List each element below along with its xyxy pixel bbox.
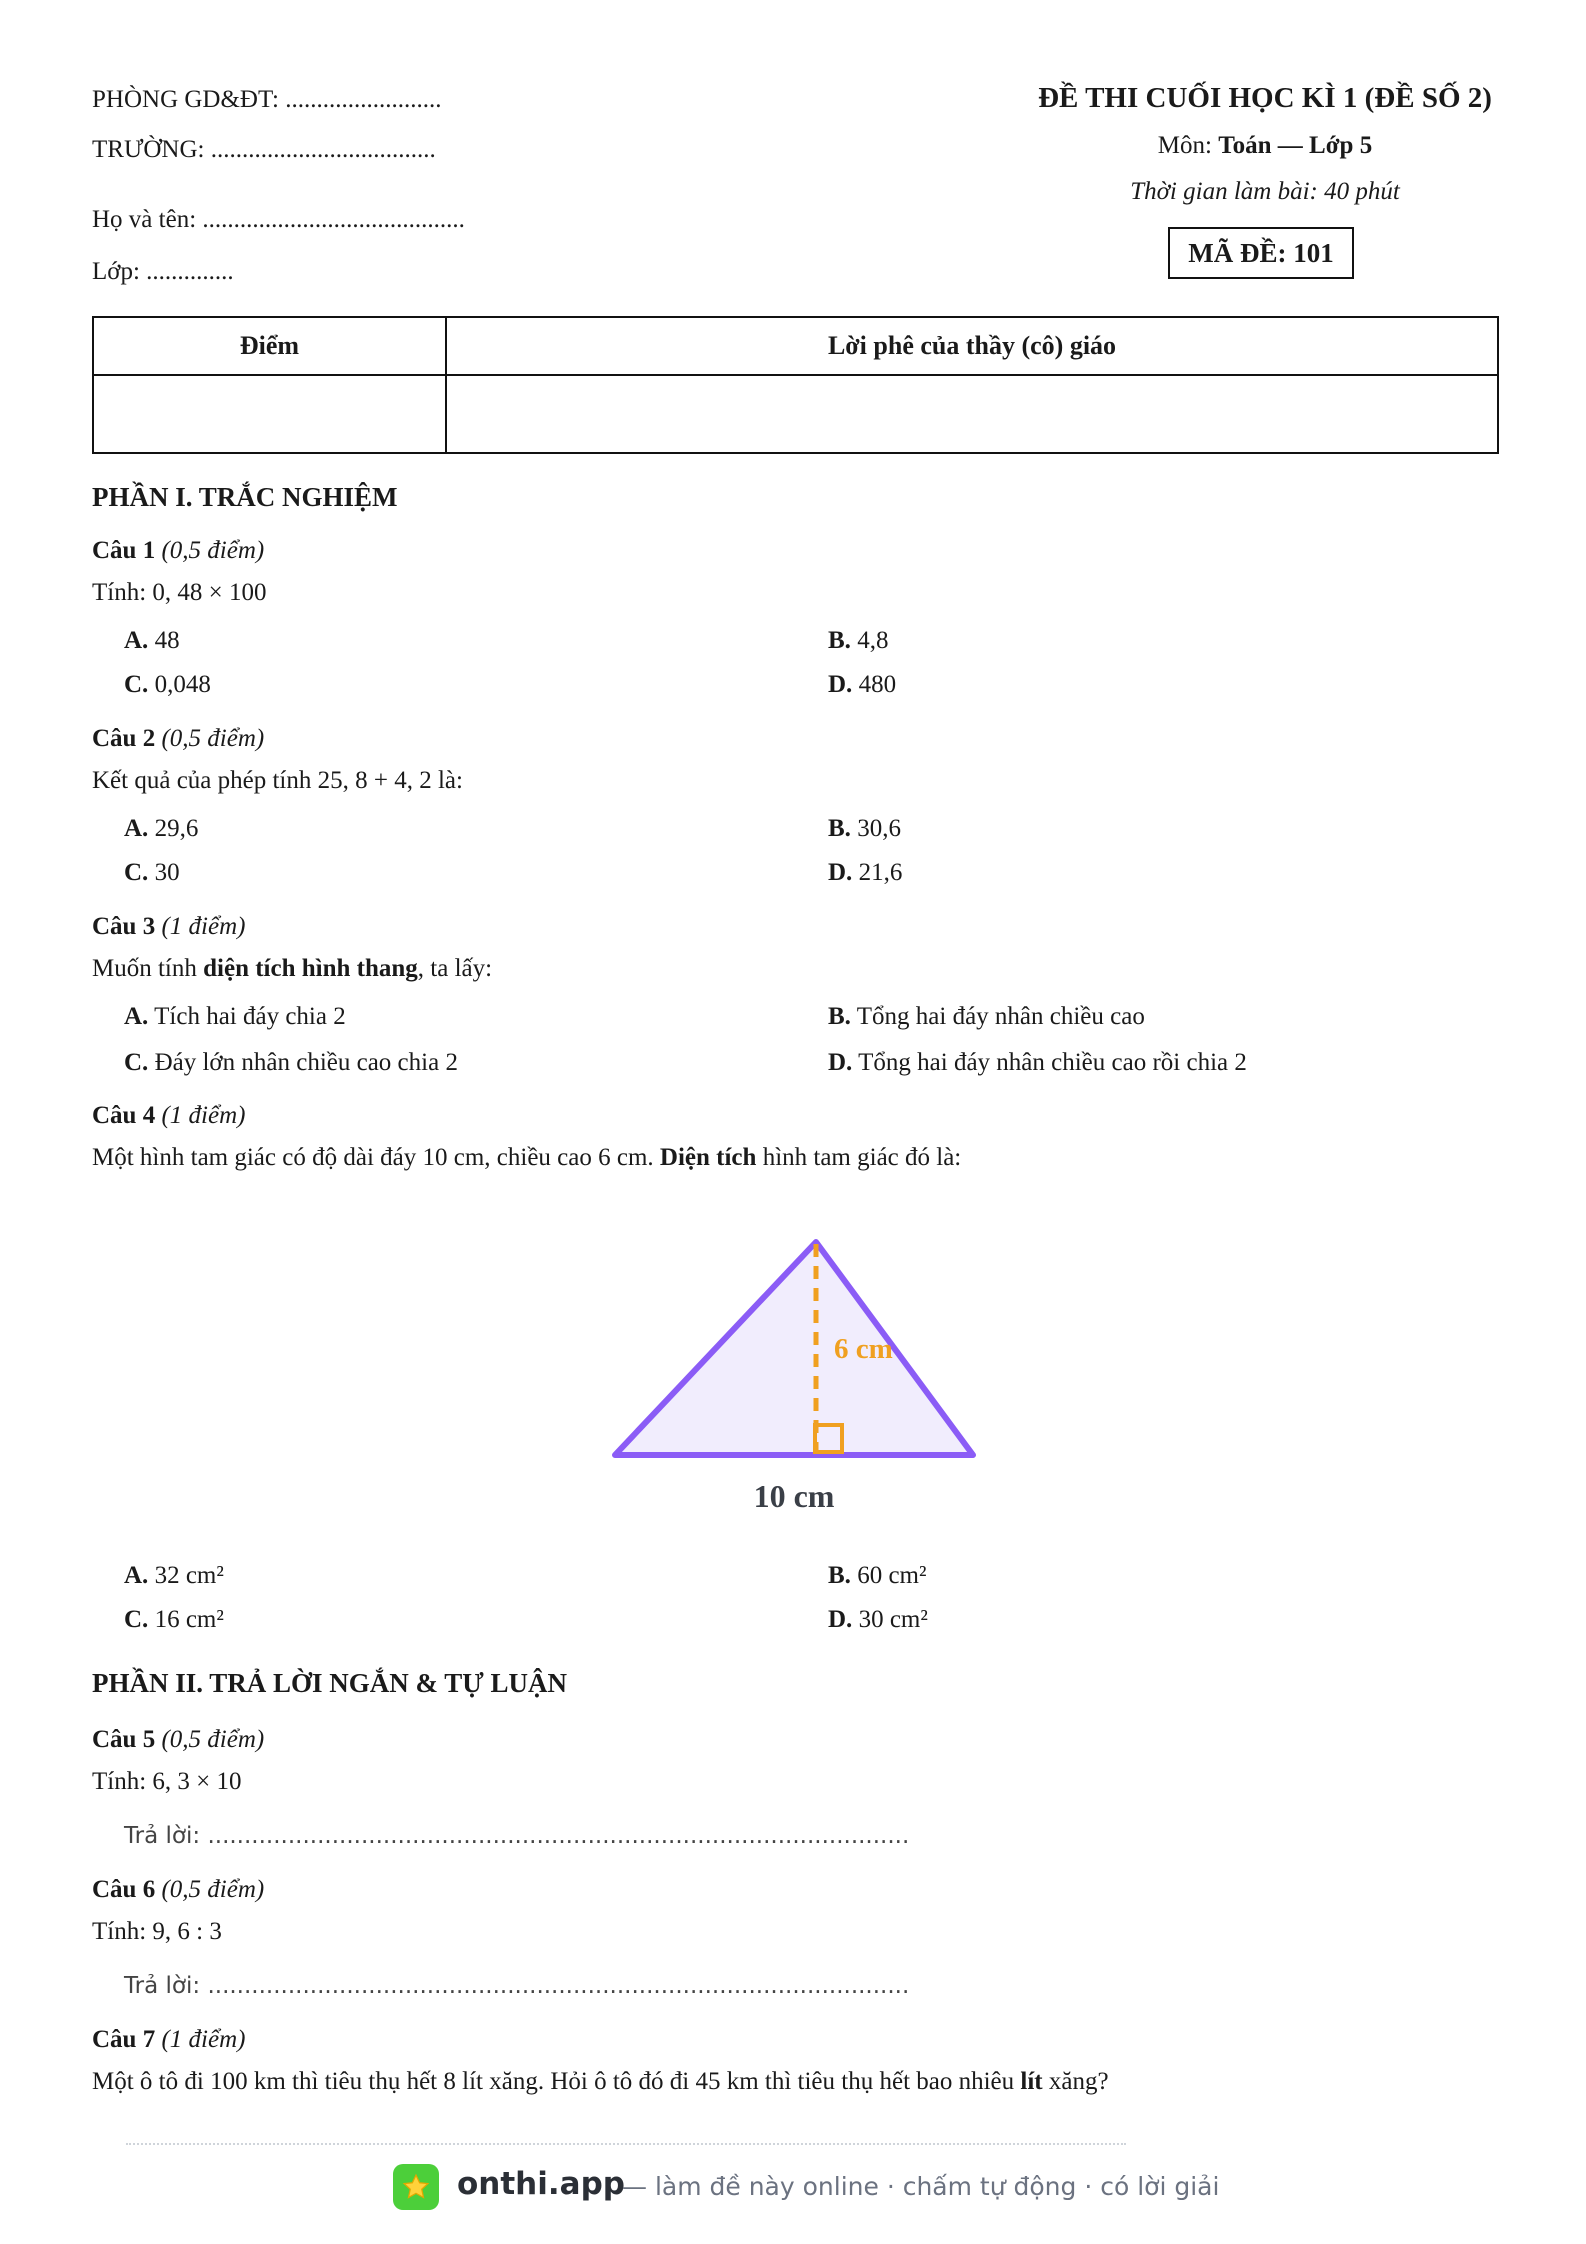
option-letter: C.: [124, 671, 149, 698]
question-points: (1 điểm): [161, 913, 246, 940]
option-letter: D.: [828, 1606, 853, 1633]
q4-option-c[interactable]: [124, 1606, 224, 1634]
option-letter: C.: [124, 859, 149, 886]
question-3-prompt: [92, 955, 492, 983]
option-letter: A.: [124, 1003, 149, 1030]
option-letter: D.: [828, 1049, 853, 1076]
prompt-text: Một ô tô đi 100 km thì tiêu thụ hết 8 lít xăng. Hỏi ô tô đó đi 45 km thì tiêu thụ hết bao nhiêu: [92, 2068, 1021, 2095]
question-2-prompt: [92, 767, 463, 795]
option-text: 30 cm²: [858, 1606, 928, 1633]
brand-tagline: — làm đề này online · chấm tự động · có lời giải: [622, 2172, 1220, 2201]
prompt-text: hình tam giác đó là:: [756, 1144, 962, 1171]
option-text: 21,6: [858, 859, 903, 886]
option-text: 32 cm²: [154, 1562, 224, 1589]
question-4-header: [92, 1102, 245, 1130]
q3-option-c[interactable]: [124, 1049, 458, 1077]
part1-title: PHẦN I. TRẮC NGHIỆM: [92, 482, 398, 512]
brand-link[interactable]: onthi.app: [457, 2166, 625, 2202]
option-text: Tích hai đáy chia 2: [154, 1003, 346, 1030]
q2-option-a[interactable]: [124, 815, 198, 843]
question-label: Câu 3: [92, 913, 156, 940]
prompt-text: Tính:: [92, 1768, 153, 1795]
question-points: (0,5 điểm): [161, 1726, 265, 1753]
part2-title: PHẦN II. TRẢ LỜI NGẮN & TỰ LUẬN: [92, 1668, 568, 1698]
prompt-bold: diện tích hình thang: [203, 955, 418, 982]
prompt-math: 6, 3 × 10: [152, 1768, 242, 1795]
comment-cell: [446, 375, 1498, 453]
question-points: (1 điểm): [161, 2026, 246, 2053]
question-points: (0,5 điểm): [161, 537, 265, 564]
question-points: (0,5 điểm): [161, 1876, 265, 1903]
score-cell: [93, 375, 446, 453]
subject-line: [1000, 132, 1530, 160]
option-letter: B.: [828, 1562, 851, 1589]
option-text: Tổng hai đáy nhân chiều cao rồi chia 2: [858, 1049, 1247, 1076]
question-label: Câu 6: [92, 1876, 156, 1903]
footer-divider: [126, 2143, 1126, 2145]
option-text: 30: [154, 859, 180, 886]
prompt-math: 9, 6 : 3: [152, 1918, 222, 1945]
question-label: Câu 2: [92, 725, 156, 752]
option-letter: B.: [828, 815, 851, 842]
prompt-text: , ta lấy:: [417, 955, 493, 982]
school-field: TRƯỜNG: ....................................: [92, 136, 436, 163]
question-1-header: [92, 537, 264, 565]
question-points: (1 điểm): [161, 1102, 246, 1129]
q1-option-c[interactable]: [124, 671, 211, 699]
question-label: Câu 4: [92, 1102, 156, 1129]
q3-option-d[interactable]: [828, 1049, 1247, 1077]
question-6-header: [92, 1876, 264, 1904]
q4-option-d[interactable]: [828, 1606, 928, 1634]
question-5-answer-line[interactable]: Trả lời: ................................................................................................: [124, 1823, 910, 1849]
q2-option-c[interactable]: [124, 859, 180, 887]
question-3-header: [92, 913, 245, 941]
star-icon[interactable]: [393, 2164, 439, 2210]
option-text: 0,048: [154, 671, 211, 698]
option-letter: B.: [828, 627, 851, 654]
option-text: 60 cm²: [857, 1562, 927, 1589]
question-6-prompt: [92, 1918, 222, 1946]
prompt-text: xăng?: [1042, 2068, 1109, 2095]
q3-option-a[interactable]: [124, 1003, 346, 1031]
question-7-header: [92, 2026, 245, 2054]
option-letter: A.: [124, 815, 149, 842]
question-4-prompt: [92, 1144, 961, 1172]
q2-option-d[interactable]: [828, 859, 902, 887]
q1-option-b[interactable]: [828, 627, 888, 655]
question-label: Câu 1: [92, 537, 156, 564]
department-field: PHÒNG GD&ĐT: .........................: [92, 86, 442, 113]
prompt-text: Một hình tam giác có độ dài đáy 10 cm, chiều cao 6 cm.: [92, 1144, 660, 1171]
exam-duration: Thời gian làm bài: 40 phút: [1130, 178, 1400, 205]
question-5-prompt: [92, 1768, 242, 1796]
q4-option-a[interactable]: [124, 1562, 224, 1590]
prompt-bold: lít: [1020, 2068, 1043, 2095]
q4-option-b[interactable]: [828, 1562, 926, 1590]
option-text: 30,6: [857, 815, 901, 842]
option-text: 29,6: [154, 815, 199, 842]
option-letter: B.: [828, 1003, 851, 1030]
option-text: 4,8: [857, 627, 889, 654]
option-text: Tổng hai đáy nhân chiều cao: [856, 1003, 1145, 1030]
prompt-text: Tính:: [92, 1918, 153, 1945]
question-6-answer-line[interactable]: Trả lời: ................................................................................................: [124, 1973, 910, 1999]
option-letter: D.: [828, 671, 853, 698]
exam-code-box: [1168, 227, 1354, 279]
height-label: 6 cm: [834, 1333, 893, 1365]
triangle-figure: [600, 1230, 1000, 1520]
prompt-text: Muốn tính: [92, 955, 204, 982]
option-text: 48: [154, 627, 180, 654]
comment-column-header: Lời phê của thầy (cô) giáo: [446, 317, 1498, 375]
triangle-shape: [615, 1242, 973, 1455]
option-text: 480: [858, 671, 897, 698]
q1-option-a[interactable]: [124, 627, 180, 655]
question-7-prompt: [92, 2068, 1109, 2096]
score-table: [92, 316, 1499, 454]
exam-code: MÃ ĐỀ: 101: [1188, 237, 1334, 268]
question-points: (0,5 điểm): [161, 725, 265, 752]
q3-option-b[interactable]: [828, 1003, 1145, 1031]
subject-name: Toán — Lớp 5: [1218, 132, 1373, 159]
option-letter: A.: [124, 627, 149, 654]
option-letter: A.: [124, 1562, 149, 1589]
question-2-header: [92, 725, 264, 753]
class-field: Lớp: ..............: [92, 258, 234, 285]
base-label: 10 cm: [753, 1478, 835, 1514]
question-1-prompt: Tính: 0, 48 × 100: [92, 579, 267, 606]
student-name-field: Họ và tên: ..........................................: [92, 206, 465, 233]
prompt-text: Kết quả của phép tính: [92, 767, 318, 794]
prompt-text: là:: [431, 767, 463, 794]
question-5-header: [92, 1726, 264, 1754]
question-label: Câu 5: [92, 1726, 156, 1753]
exam-title: ĐỀ THI CUỐI HỌC KÌ 1 (ĐỀ SỐ 2): [1038, 82, 1492, 114]
q1-option-d[interactable]: [828, 671, 896, 699]
option-letter: D.: [828, 859, 853, 886]
score-column-header: Điểm: [93, 317, 446, 375]
prompt-bold: Diện tích: [659, 1144, 757, 1171]
star-icon-glyph: [401, 2172, 431, 2202]
q2-option-b[interactable]: [828, 815, 901, 843]
option-letter: C.: [124, 1049, 149, 1076]
option-text: Đáy lớn nhân chiều cao chia 2: [154, 1049, 458, 1076]
question-label: Câu 7: [92, 2026, 156, 2053]
option-letter: C.: [124, 1606, 149, 1633]
option-text: 16 cm²: [154, 1606, 224, 1633]
prompt-math: 25, 8 + 4, 2: [317, 767, 432, 794]
subject-prefix: Môn:: [1157, 132, 1219, 159]
